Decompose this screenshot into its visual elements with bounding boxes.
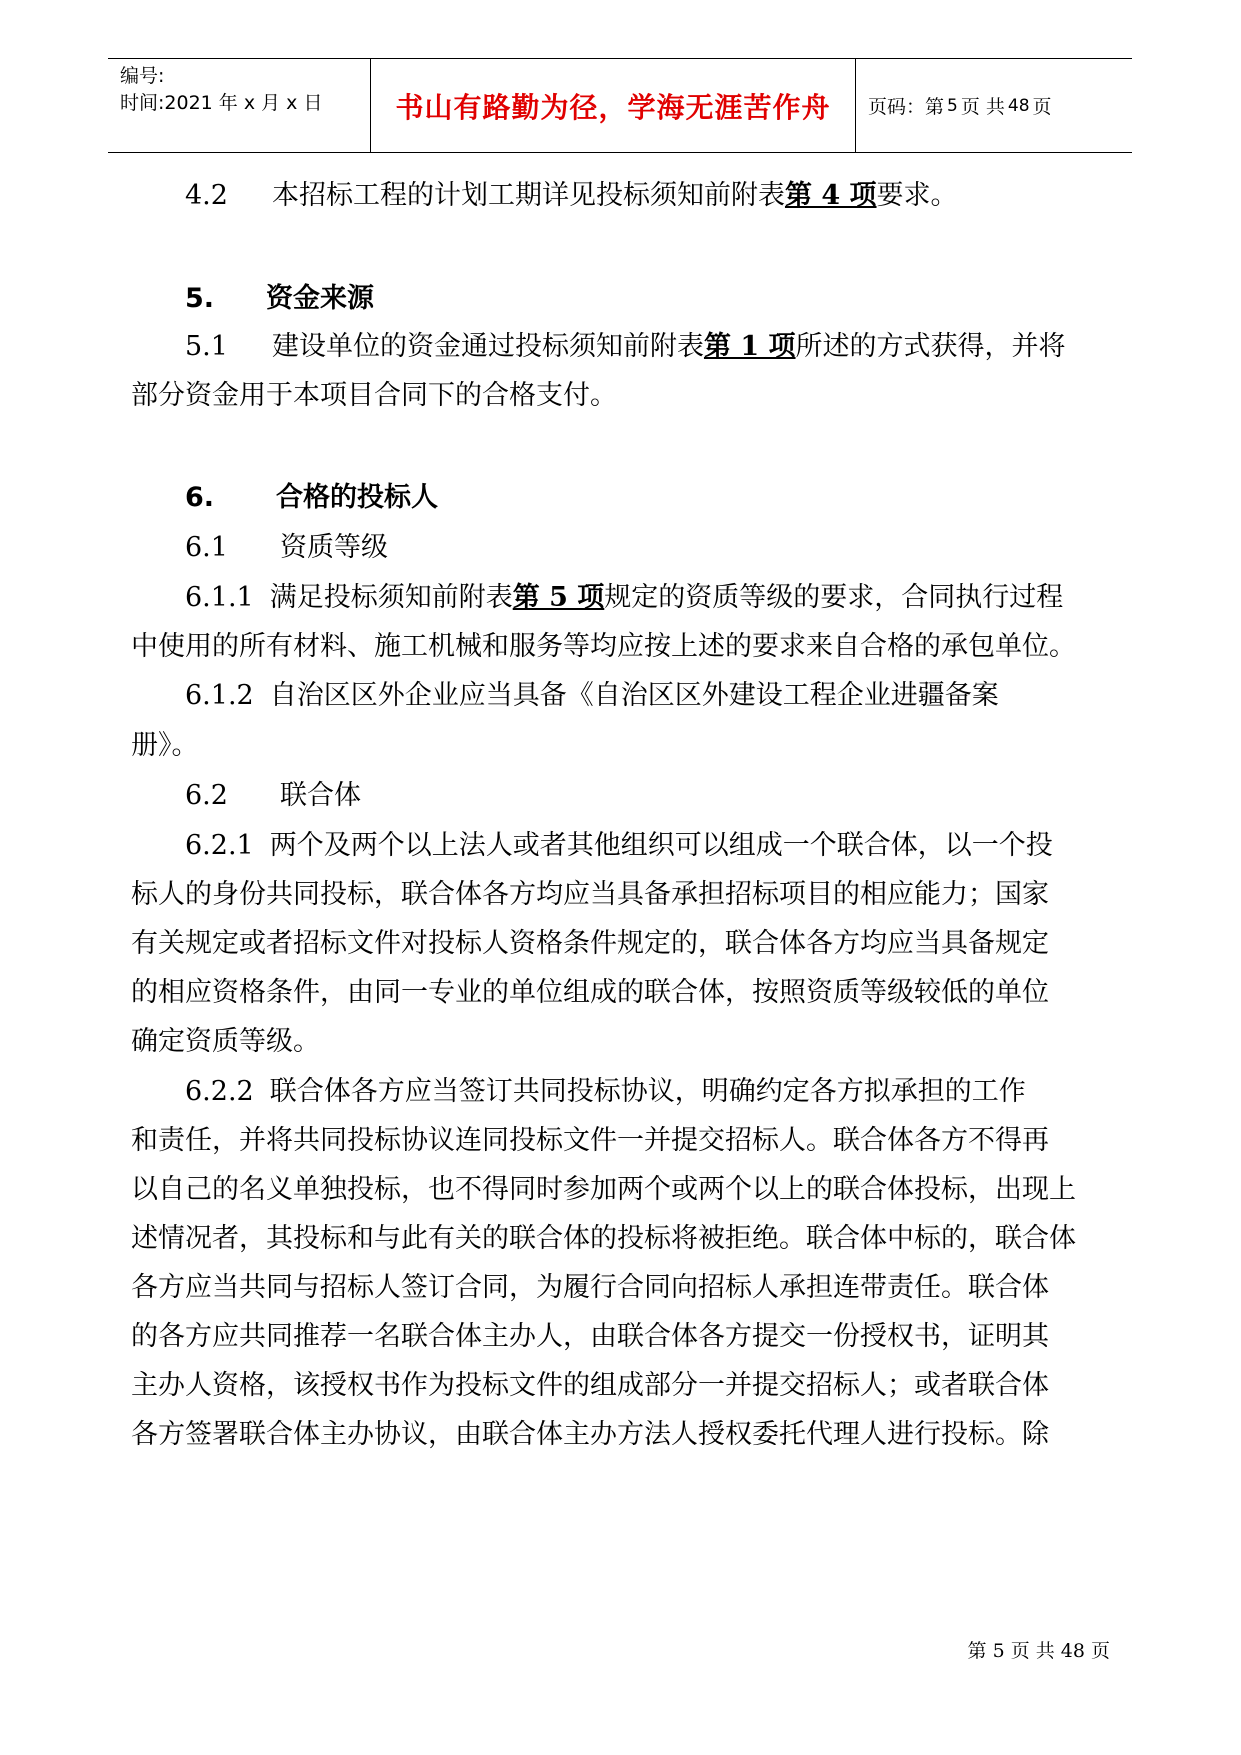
clause-6-2-2-line: 和责任，并将共同投标协议连同投标文件一并提交招标人。联合体各方不得再 [131, 1125, 1049, 1156]
clause-number: 6.2.1 [185, 830, 254, 861]
section-5-heading [185, 279, 374, 319]
page-mid: 页 共 [960, 96, 1005, 118]
page-header [108, 58, 1132, 153]
clause-number: 6.1.2 [185, 680, 254, 711]
clause-6-1 [185, 528, 388, 568]
clause-6-2-2-line: 各方签署联合体主办协议，由联合体主办方法人授权委托代理人进行投标。除 [131, 1419, 1049, 1450]
page-footer: 第 5 页 共 48 页 [967, 1640, 1110, 1662]
page-suffix: 页 [1032, 96, 1052, 118]
header-meta [108, 59, 371, 152]
clause-6-2-2 [185, 1072, 1026, 1112]
clause-text: 所述的方式获得，并将 [795, 331, 1066, 362]
clause-title: 资质等级 [279, 532, 388, 563]
clause-text: 规定的资质等级的要求，合同执行过程 [604, 582, 1064, 613]
clause-6-2-1-line: 确定资质等级。 [131, 1026, 320, 1057]
section-6-heading [185, 478, 438, 518]
section-number: 6. [185, 482, 215, 513]
header-page-info [856, 59, 1132, 152]
clause-6-2-1-line: 标人的身份共同投标，联合体各方均应当具备承担招标项目的相应能力；国家 [131, 879, 1049, 910]
section-number: 5. [185, 283, 215, 314]
document-number-label: 编号: [120, 65, 165, 87]
clause-6-2-2-line: 主办人资格，该授权书作为投标文件的组成部分一并提交招标人；或者联合体 [131, 1370, 1049, 1401]
clause-number: 6.1.1 [185, 582, 254, 613]
clause-5-1-continued: 部分资金用于本项目合同下的合格支付。 [131, 380, 617, 411]
clause-6-2 [185, 776, 361, 816]
clause-6-2-2-line: 以自己的名义单独投标，也不得同时参加两个或两个以上的联合体投标，出现上 [131, 1174, 1076, 1205]
clause-text: 两个及两个以上法人或者其他组织可以组成一个联合体，以一个投 [269, 830, 1053, 861]
clause-4-2 [185, 176, 958, 216]
clause-6-1-2 [185, 676, 999, 716]
clause-6-1-1 [185, 578, 1063, 618]
appendix-reference: 第 1 项 [703, 331, 796, 362]
clause-text: 满足投标须知前附表 [269, 582, 513, 613]
clause-6-2-1 [185, 826, 1053, 866]
clause-number: 6.2 [185, 780, 228, 811]
clause-6-2-1-line: 有关规定或者招标文件对投标人资格条件规定的，联合体各方均应当具备规定 [131, 928, 1049, 959]
clause-text: 要求。 [876, 180, 958, 211]
clause-5-1 [185, 327, 1066, 367]
clause-text: 本招标工程的计划工期详见投标须知前附表 [271, 180, 785, 211]
clause-6-2-2-line: 的各方应共同推荐一名联合体主办人，由联合体各方提交一份授权书，证明其 [131, 1321, 1049, 1352]
section-title: 资金来源 [266, 283, 375, 314]
clause-6-1-1-continued: 中使用的所有材料、施工机械和服务等均应按上述的要求来自合格的承包单位。 [131, 631, 1076, 662]
clause-text: 自治区区外企业应当具备《自治区区外建设工程企业进疆备案 [269, 680, 999, 711]
clause-6-2-2-line: 各方应当共同与招标人签订合同，为履行合同向招标人承担连带责任。联合体 [131, 1272, 1049, 1303]
document-time: 时间:2021 年 x 月 x 日 [120, 92, 323, 114]
clause-title: 联合体 [279, 780, 361, 811]
appendix-reference: 第 5 项 [512, 582, 605, 613]
clause-number: 6.1 [185, 532, 228, 563]
header-motto: 书山有路勤为径，学海无涯苦作舟 [371, 59, 856, 152]
page-prefix: 页码：第 [868, 96, 945, 118]
clause-number: 4.2 [185, 180, 228, 211]
appendix-reference: 第 4 项 [784, 180, 877, 211]
clause-6-2-2-line: 述情况者，其投标和与此有关的联合体的投标将被拒绝。联合体中标的，联合体 [131, 1223, 1076, 1254]
page-total: 48 [1007, 95, 1030, 116]
page-number: 5 [947, 95, 958, 116]
clause-6-1-2-continued: 册》。 [131, 730, 199, 761]
clause-number: 5.1 [185, 331, 228, 362]
clause-number: 6.2.2 [185, 1076, 254, 1107]
clause-text: 建设单位的资金通过投标须知前附表 [271, 331, 704, 362]
clause-text: 联合体各方应当签订共同投标协议，明确约定各方拟承担的工作 [269, 1076, 1026, 1107]
section-title: 合格的投标人 [276, 482, 439, 513]
clause-6-2-1-line: 的相应资格条件，由同一专业的单位组成的联合体，按照资质等级较低的单位 [131, 977, 1049, 1008]
